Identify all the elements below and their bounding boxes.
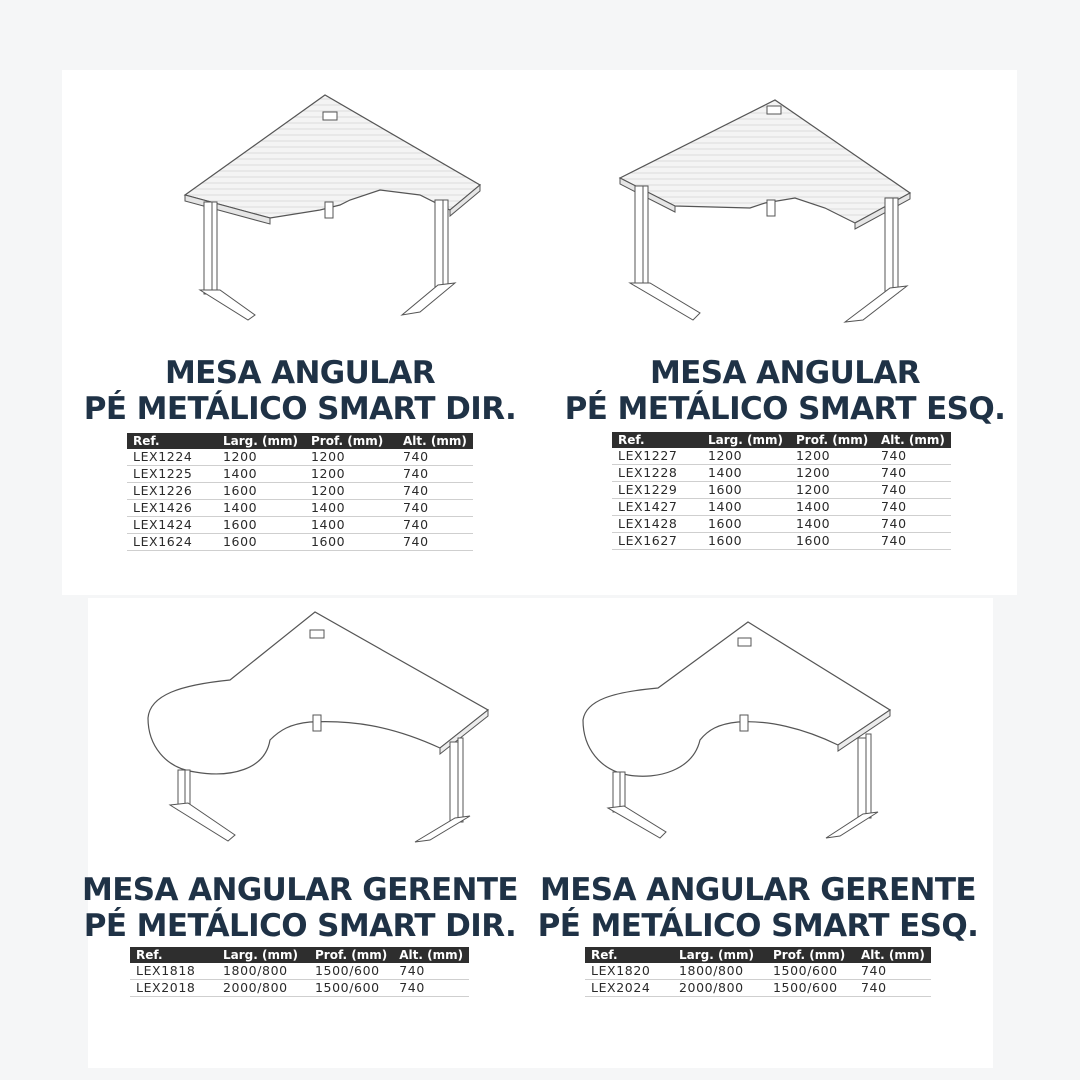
spec-table [127, 433, 473, 551]
cell-width: 1400 [217, 500, 305, 517]
table-header-row [585, 947, 931, 963]
product-title-line2: PÉ METÁLICO SMART DIR. [83, 391, 517, 427]
cell-ref: LEX1224 [127, 449, 217, 466]
cell-height: 740 [397, 534, 473, 551]
col-width: Larg. (mm) [673, 947, 767, 963]
cell-width: 1600 [702, 533, 790, 550]
product-title-line1: MESA ANGULAR [649, 355, 921, 391]
col-ref: Ref. [130, 947, 217, 963]
cell-ref: LEX1226 [127, 483, 217, 500]
col-width: Larg. (mm) [217, 947, 309, 963]
table-row [612, 448, 951, 465]
executive-corner-desk-left-illustration [578, 620, 898, 845]
cell-ref: LEX1228 [612, 465, 702, 482]
col-width: Larg. (mm) [702, 432, 790, 448]
col-ref: Ref. [127, 433, 217, 449]
cell-depth: 1400 [790, 516, 875, 533]
table-row [127, 466, 473, 483]
col-height: Alt. (mm) [855, 947, 931, 963]
col-depth: Prof. (mm) [767, 947, 855, 963]
cell-ref: LEX1818 [130, 963, 217, 980]
cell-ref: LEX2018 [130, 980, 217, 997]
spec-table [585, 947, 931, 997]
executive-corner-desk-right-illustration [140, 610, 500, 845]
table-header-row [612, 432, 951, 448]
cell-height: 740 [397, 466, 473, 483]
cell-depth: 1200 [305, 483, 397, 500]
cell-height: 740 [397, 517, 473, 534]
cell-depth: 1500/600 [767, 980, 855, 997]
product-title [60, 872, 540, 944]
cell-ref: LEX1227 [612, 448, 702, 465]
cell-depth: 1600 [305, 534, 397, 551]
table-row [127, 534, 473, 551]
cell-depth: 1400 [305, 500, 397, 517]
col-height: Alt. (mm) [393, 947, 469, 963]
cell-width: 1200 [702, 448, 790, 465]
cell-height: 740 [875, 465, 951, 482]
cell-depth: 1400 [305, 517, 397, 534]
cell-depth: 1600 [790, 533, 875, 550]
cell-width: 1600 [217, 534, 305, 551]
spec-table [130, 947, 469, 997]
table-row [130, 963, 469, 980]
col-height: Alt. (mm) [397, 433, 473, 449]
cell-width: 1600 [702, 516, 790, 533]
cell-ref: LEX2024 [585, 980, 673, 997]
cell-height: 740 [875, 448, 951, 465]
col-ref: Ref. [585, 947, 673, 963]
table-row [127, 517, 473, 534]
cell-height: 740 [393, 980, 469, 997]
cell-depth: 1200 [305, 466, 397, 483]
product-executive-corner-desk-right [60, 605, 540, 1005]
product-title-line2: PÉ METÁLICO SMART DIR. [83, 908, 517, 944]
table-row [127, 500, 473, 517]
product-title [545, 355, 1025, 427]
product-executive-corner-desk-left [518, 605, 998, 1005]
table-row [127, 449, 473, 466]
cell-height: 740 [393, 963, 469, 980]
cell-width: 1400 [702, 465, 790, 482]
spec-table [612, 432, 951, 550]
table-row [585, 963, 931, 980]
cell-height: 740 [855, 963, 931, 980]
product-title [518, 872, 998, 944]
cell-width: 1800/800 [217, 963, 309, 980]
table-row [612, 482, 951, 499]
table-header-row [130, 947, 469, 963]
product-title-line1: MESA ANGULAR [164, 355, 436, 391]
cell-height: 740 [875, 533, 951, 550]
cell-width: 1400 [702, 499, 790, 516]
cell-ref: LEX1624 [127, 534, 217, 551]
col-depth: Prof. (mm) [309, 947, 393, 963]
product-title-line2: PÉ METÁLICO SMART ESQ. [537, 908, 979, 944]
cell-ref: LEX1820 [585, 963, 673, 980]
cell-height: 740 [875, 482, 951, 499]
cell-width: 1600 [217, 517, 305, 534]
cell-width: 1200 [217, 449, 305, 466]
table-row [612, 465, 951, 482]
table-row [612, 499, 951, 516]
product-corner-desk-left [545, 80, 1025, 560]
cell-ref: LEX1229 [612, 482, 702, 499]
cell-ref: LEX1225 [127, 466, 217, 483]
cell-width: 2000/800 [217, 980, 309, 997]
table-header-row [127, 433, 473, 449]
cell-width: 1400 [217, 466, 305, 483]
cell-height: 740 [875, 499, 951, 516]
cell-ref: LEX1427 [612, 499, 702, 516]
cell-height: 740 [875, 516, 951, 533]
cell-depth: 1500/600 [767, 963, 855, 980]
table-row [612, 516, 951, 533]
col-ref: Ref. [612, 432, 702, 448]
cell-width: 1600 [217, 483, 305, 500]
cell-ref: LEX1424 [127, 517, 217, 534]
col-depth: Prof. (mm) [790, 432, 875, 448]
cell-height: 740 [397, 500, 473, 517]
table-row [585, 980, 931, 997]
product-title-line1: MESA ANGULAR GERENTE [81, 872, 519, 908]
corner-desk-left-illustration [615, 98, 925, 338]
cell-depth: 1200 [790, 482, 875, 499]
col-height: Alt. (mm) [875, 432, 951, 448]
cell-width: 1800/800 [673, 963, 767, 980]
cell-width: 1600 [702, 482, 790, 499]
cell-depth: 1500/600 [309, 980, 393, 997]
cell-depth: 1400 [790, 499, 875, 516]
cell-depth: 1200 [305, 449, 397, 466]
cell-height: 740 [855, 980, 931, 997]
col-width: Larg. (mm) [217, 433, 305, 449]
cell-height: 740 [397, 449, 473, 466]
product-corner-desk-right [60, 80, 540, 560]
cell-depth: 1200 [790, 448, 875, 465]
table-row [130, 980, 469, 997]
table-row [612, 533, 951, 550]
cell-ref: LEX1428 [612, 516, 702, 533]
cell-ref: LEX1627 [612, 533, 702, 550]
cell-height: 740 [397, 483, 473, 500]
cell-width: 2000/800 [673, 980, 767, 997]
col-depth: Prof. (mm) [305, 433, 397, 449]
product-title [60, 355, 540, 427]
product-title-line2: PÉ METÁLICO SMART ESQ. [564, 391, 1006, 427]
table-row [127, 483, 473, 500]
cell-depth: 1200 [790, 465, 875, 482]
corner-desk-right-illustration [180, 90, 510, 330]
cell-depth: 1500/600 [309, 963, 393, 980]
product-title-line1: MESA ANGULAR GERENTE [539, 872, 977, 908]
cell-ref: LEX1426 [127, 500, 217, 517]
